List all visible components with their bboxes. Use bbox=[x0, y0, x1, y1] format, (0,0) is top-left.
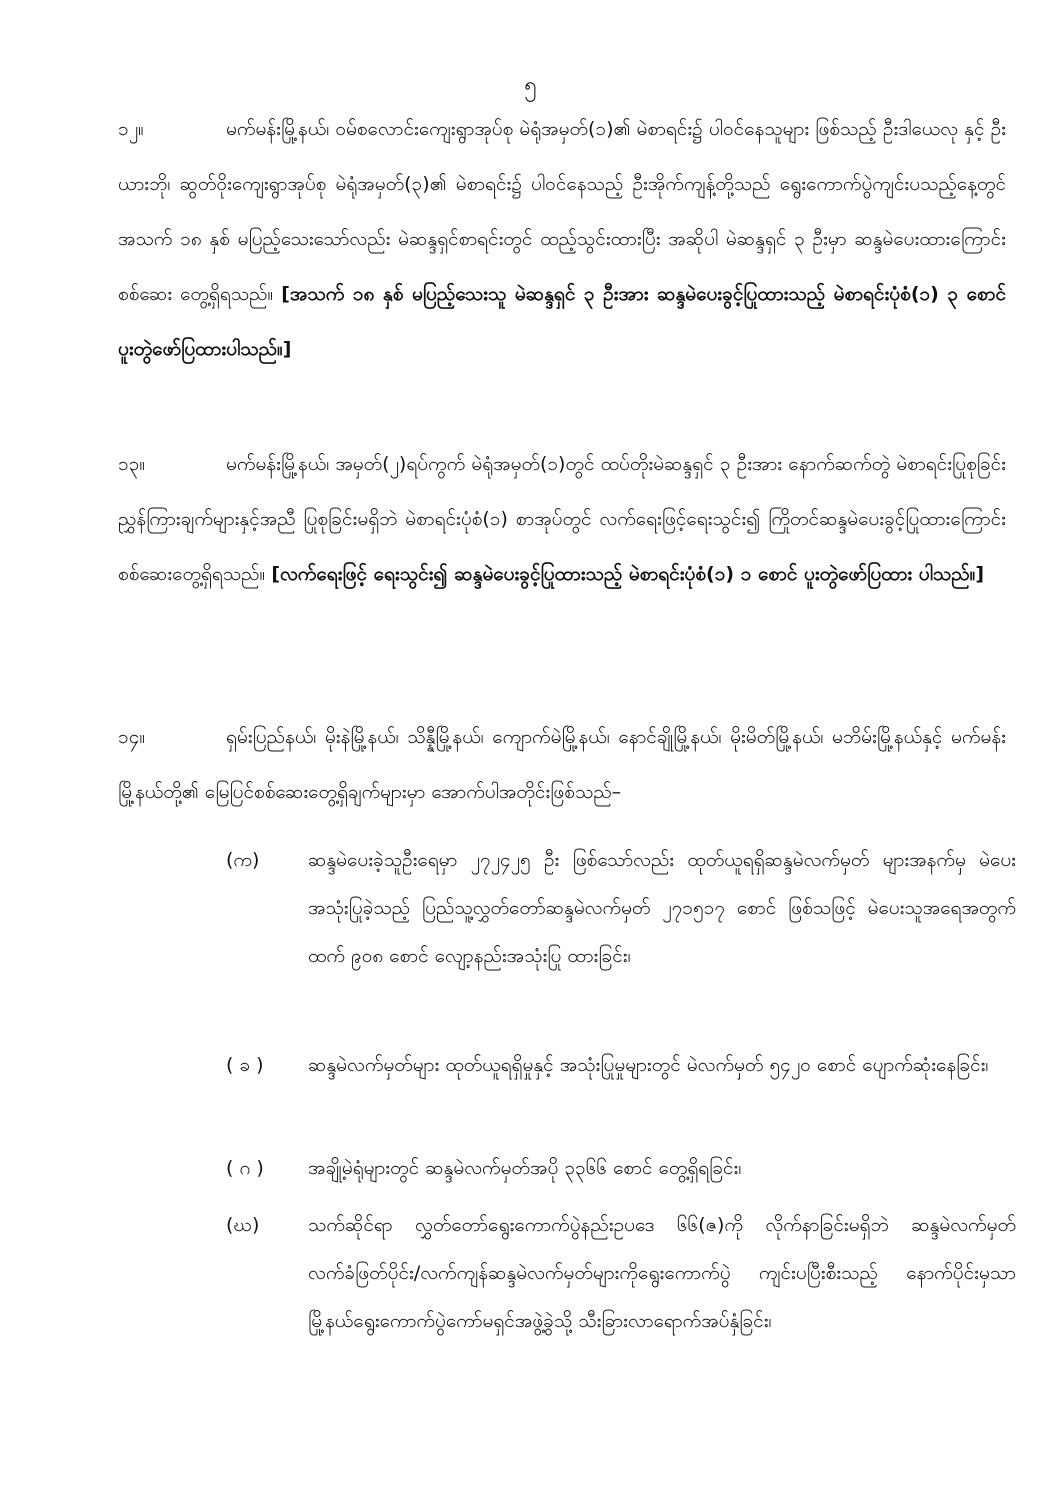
list-item-label: ( ဂ ) bbox=[226, 1157, 264, 1179]
paragraph-text: ရှမ်းပြည်နယ်၊ မိုးနဲမြို့နယ်၊ သိန္နီမြို့နယ်၊ ကျောက်မဲမြို့နယ်၊ နောင်ချိုမြို့နယ်၊ မိုးမိတ်မြို့နယ်၊ မဘိမ်းမြို့နယ်နှင့် မက်မန်းမြို့နယ်တို့၏ မြေပြင်စစ်ဆေးတွေ့ရှိချက်များမှာ အောက်ပါအတိုင်းဖြစ်သည်– bbox=[118, 726, 1006, 803]
paragraph-text: မက်မန်းမြို့နယ်၊ ဝမ်စလောင်းကျေးရွာအုပ်စု မဲရုံအမှတ်(၁)၏ မဲစာရင်း၌ ပါဝင်နေသူများ ဖြစ်သည့် ဦးဒါယေလု နှင့် ဦးယားဘို၊ ဆွတ်ဝိုးကျေးရွာအုပ်စု မဲရုံအမှတ်(၃)၏ မဲစာရင်း၌ ပါဝင်နေသည့် ဦးအိုက်ကျန့်တို့သည် ရွေးကောက်ပွဲကျင်းပသည့်နေ့တွင် အသက် ၁၈ နှစ် မပြည့်သေးသော်လည်း မဲဆန္ဒရှင်စာရင်းတွင် ထည့်သွင်းထားပြီး အဆိုပါ မဲဆန္ဒရှင် ၃ ဦးမှာ ဆန္ဒမဲပေးထားကြောင်း စစ်ဆေး တွေ့ရှိရသည်။ bbox=[118, 118, 1006, 305]
paragraph-bold-note: [လက်ရေးဖြင့် ရေးသွင်း၍ ဆန္ဒမဲပေးခွင့်ပြုထားသည့် မဲစာရင်းပုံစံ(၁) ၁ စောင် ပူးတွဲဖော်ပြထား ပါသည်။] bbox=[271, 563, 985, 585]
list-item-text: သက်ဆိုင်ရာ လွှတ်တော်ရွေးကောက်ပွဲနည်းဥပဒေ ၆၆(ဇ)ကို လိုက်နာခြင်းမရှိဘဲ ဆန္ဒမဲလက်မှတ် လက်ခံဖြတ်ပိုင်း/လက်ကျန်ဆန္ဒမဲလက်မှတ်များကိုရွေးကောက်ပွဲ ကျင်းပပြီးစီးသည့် နောက်ပိုင်းမှသာ မြို့နယ်ရွေးကောက်ပွဲကော်မရှင်အဖွဲ့ခွဲသို့ သီးခြားလာရောက်အပ်နှံခြင်း၊ bbox=[308, 1214, 1016, 1332]
list-item-kha bbox=[226, 1041, 1016, 1089]
page-number: ၅ bbox=[524, 73, 537, 98]
paragraph-12 bbox=[118, 102, 1006, 377]
list-item-label: ( ခ ) bbox=[226, 1054, 264, 1076]
paragraph-13 bbox=[118, 437, 1006, 602]
list-item-ka bbox=[226, 836, 1016, 980]
paragraph-number: ၁၃။ bbox=[118, 453, 146, 475]
list-item-label: (က) bbox=[226, 849, 260, 871]
paragraph-text: မက်မန်းမြို့နယ်၊ အမှတ်(၂)ရပ်ကွက် မဲရုံအမှတ်(၁)တွင် ထပ်တိုးမဲဆန္ဒရှင် ၃ ဦးအား နောက်ဆက်တွဲ မဲစာရင်းပြုစုခြင်းညွှန်ကြားချက်များနှင့်အညီ ပြုစုခြင်းမရှိဘဲ မဲစာရင်းပုံစံ(၁) စာအုပ်တွင် လက်ရေးဖြင့်ရေးသွင်း၍ ကြိုတင်ဆန္ဒမဲပေးခွင့်ပြုထားကြောင်း စစ်ဆေးတွေ့ရှိရသည်။ bbox=[118, 453, 1006, 585]
paragraph-bold-note: [အသက် ၁၈ နှစ် မပြည့်သေးသူ မဲဆန္ဒရှင် ၃ ဦးအား ဆန္ဒမဲပေးခွင့်ပြုထားသည့် မဲစာရင်းပုံစံ(၁) ၃ စောင် ပူးတွဲဖော်ပြထားပါသည်။] bbox=[118, 283, 1006, 360]
list-item-text: အချို့မဲရုံများတွင် ဆန္ဒမဲလက်မှတ်အပို ၃၃၆၆ စောင် တွေ့ရှိရခြင်း၊ bbox=[308, 1157, 742, 1179]
list-item-gha bbox=[226, 1201, 1016, 1345]
list-item-text: ဆန္ဒမဲပေးခဲ့သူဦးရေမှာ ၂၇၂၄၂၅ ဦး ဖြစ်သော်လည်း ထုတ်ယူရရှိဆန္ဒမဲလက်မှတ် များအနက်မှ မဲပေးအသုံးပြုခဲ့သည့် ပြည်သူ့လွှတ်တော်ဆန္ဒမဲလက်မှတ် ၂၇၁၅၁၇ စောင် ဖြစ်သဖြင့် မဲပေးသူအရေအတွက်ထက် ၉၀၈ စောင် လျော့နည်းအသုံးပြု ထားခြင်း၊ bbox=[308, 849, 1016, 967]
paragraph-number: ၁၄။ bbox=[118, 726, 146, 748]
list-item-label: (ဃ) bbox=[226, 1214, 260, 1236]
paragraph-14 bbox=[118, 710, 1006, 820]
list-item-ga bbox=[226, 1144, 1016, 1192]
list-item-text: ဆန္ဒမဲလက်မှတ်များ ထုတ်ယူရရှိမှုနှင့် အသုံးပြုမှုများတွင် မဲလက်မှတ် ၅၄၂၀ စောင် ပျောက်ဆုံးနေခြင်း၊ bbox=[308, 1054, 989, 1076]
paragraph-number: ၁၂။ bbox=[118, 118, 144, 140]
